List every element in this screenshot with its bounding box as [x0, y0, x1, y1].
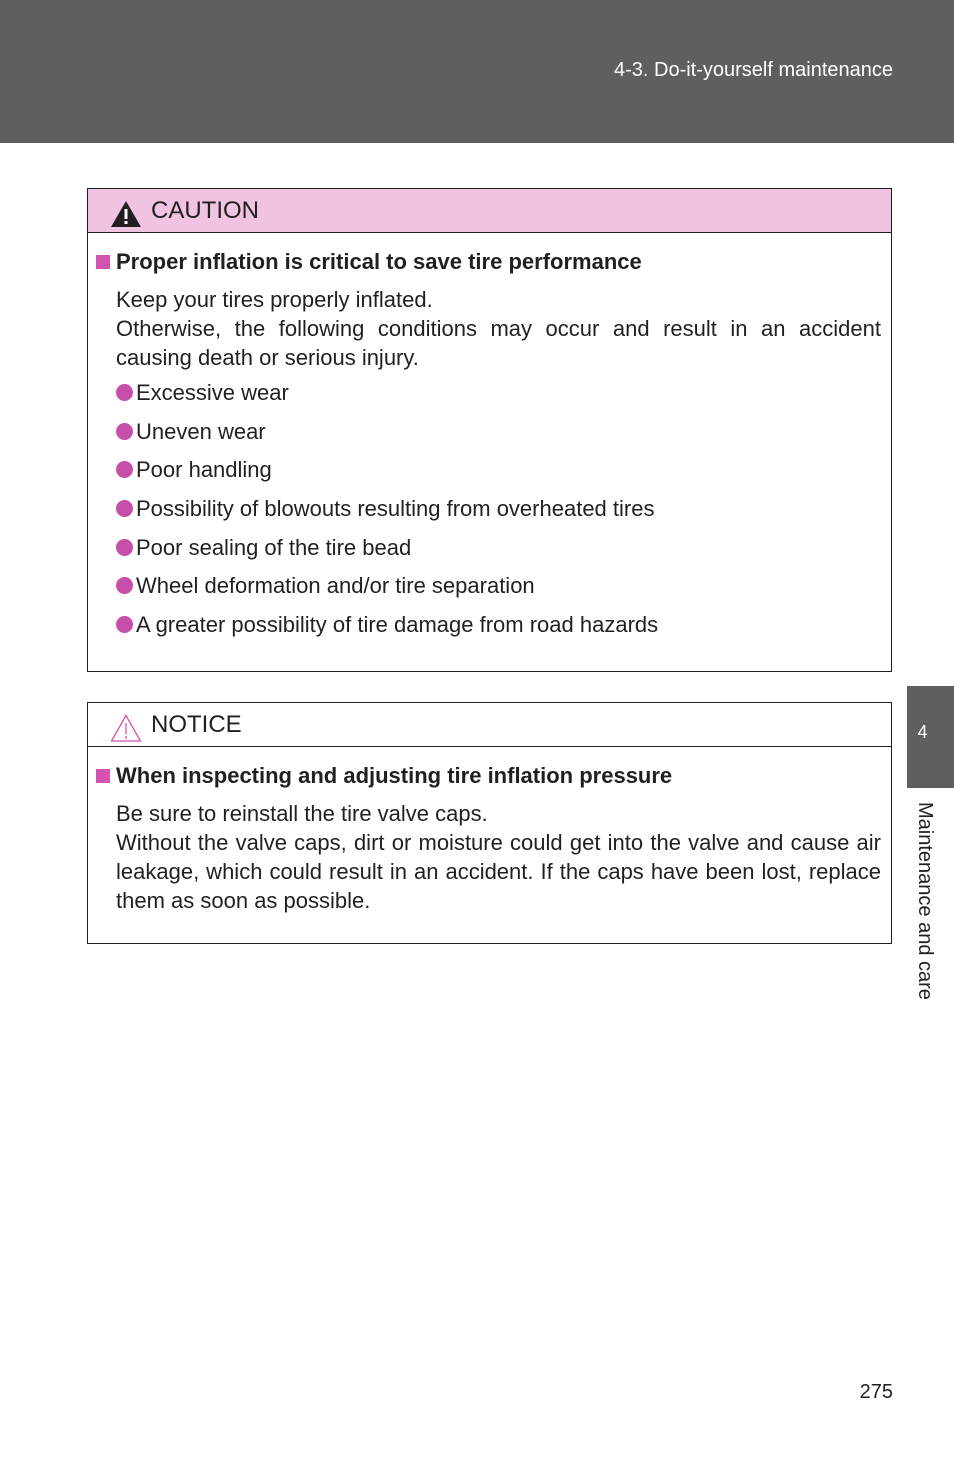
- notice-body: [88, 747, 891, 915]
- chapter-number: 4: [917, 722, 928, 742]
- list-item-text: Possibility of blowouts resulting from overheated tires: [136, 496, 655, 522]
- square-bullet-icon: [96, 769, 110, 783]
- circle-bullet-icon: [116, 500, 133, 517]
- list-item: [116, 378, 881, 407]
- list-item: [116, 610, 881, 639]
- circle-bullet-icon: [116, 539, 133, 556]
- list-item-text: Uneven wear: [136, 418, 266, 444]
- caution-subheading-text: Proper inflation is critical to save tire performance: [116, 249, 642, 274]
- notice-title: NOTICE: [151, 711, 242, 738]
- circle-bullet-icon: [116, 461, 133, 478]
- caution-paragraph-line: Keep your tires properly inflated.: [116, 287, 433, 312]
- caution-title: CAUTION: [151, 197, 259, 224]
- chapter-title: Maintenance and care: [914, 802, 936, 1000]
- list-item-text: Poor sealing of the tire bead: [136, 534, 412, 560]
- section-title: 4-3. Do-it-yourself maintenance: [613, 59, 893, 81]
- caution-bullet-list: [116, 378, 881, 639]
- warning-triangle-outline-icon: [110, 714, 142, 742]
- list-item: [116, 533, 881, 562]
- caution-box: [87, 188, 892, 672]
- list-item: [116, 494, 881, 523]
- circle-bullet-icon: [116, 423, 133, 440]
- list-item-text: Excessive wear: [136, 380, 289, 405]
- page-number: 275: [859, 1381, 893, 1403]
- caution-paragraph: [116, 285, 881, 372]
- warning-triangle-icon: [110, 200, 142, 228]
- list-item-text: Wheel deformation and/or tire separation: [136, 573, 535, 599]
- caution-paragraph-line: Otherwise, the following conditions may occur and result in an accident causing death or serious injury.: [116, 316, 881, 370]
- square-bullet-icon: [96, 255, 110, 269]
- list-item: [116, 455, 881, 484]
- chapter-tab: [907, 686, 954, 788]
- page-header: [0, 0, 954, 143]
- caution-header: [88, 189, 891, 233]
- circle-bullet-icon: [116, 577, 133, 594]
- notice-subheading-text: When inspecting and adjusting tire inflation pressure: [116, 763, 673, 788]
- list-item-text: A greater possibility of tire damage from road hazards: [136, 612, 659, 638]
- caution-subheading: [96, 247, 881, 277]
- circle-bullet-icon: [116, 616, 133, 633]
- list-item-text: Poor handling: [136, 457, 272, 483]
- notice-paragraph-line: Without the valve caps, dirt or moisture could get into the valve and cause air leakage, which could result in an accident. If the caps have been lost, replace them as soon as possible.: [116, 830, 881, 913]
- notice-box: [87, 702, 892, 944]
- notice-paragraph: [116, 799, 881, 915]
- list-item: [116, 417, 881, 446]
- notice-paragraph-line: Be sure to reinstall the tire valve caps.: [116, 801, 488, 826]
- caution-body: [88, 233, 891, 639]
- notice-subheading: [96, 761, 881, 791]
- notice-header: [88, 703, 891, 747]
- circle-bullet-icon: [116, 384, 133, 401]
- list-item: [116, 571, 881, 600]
